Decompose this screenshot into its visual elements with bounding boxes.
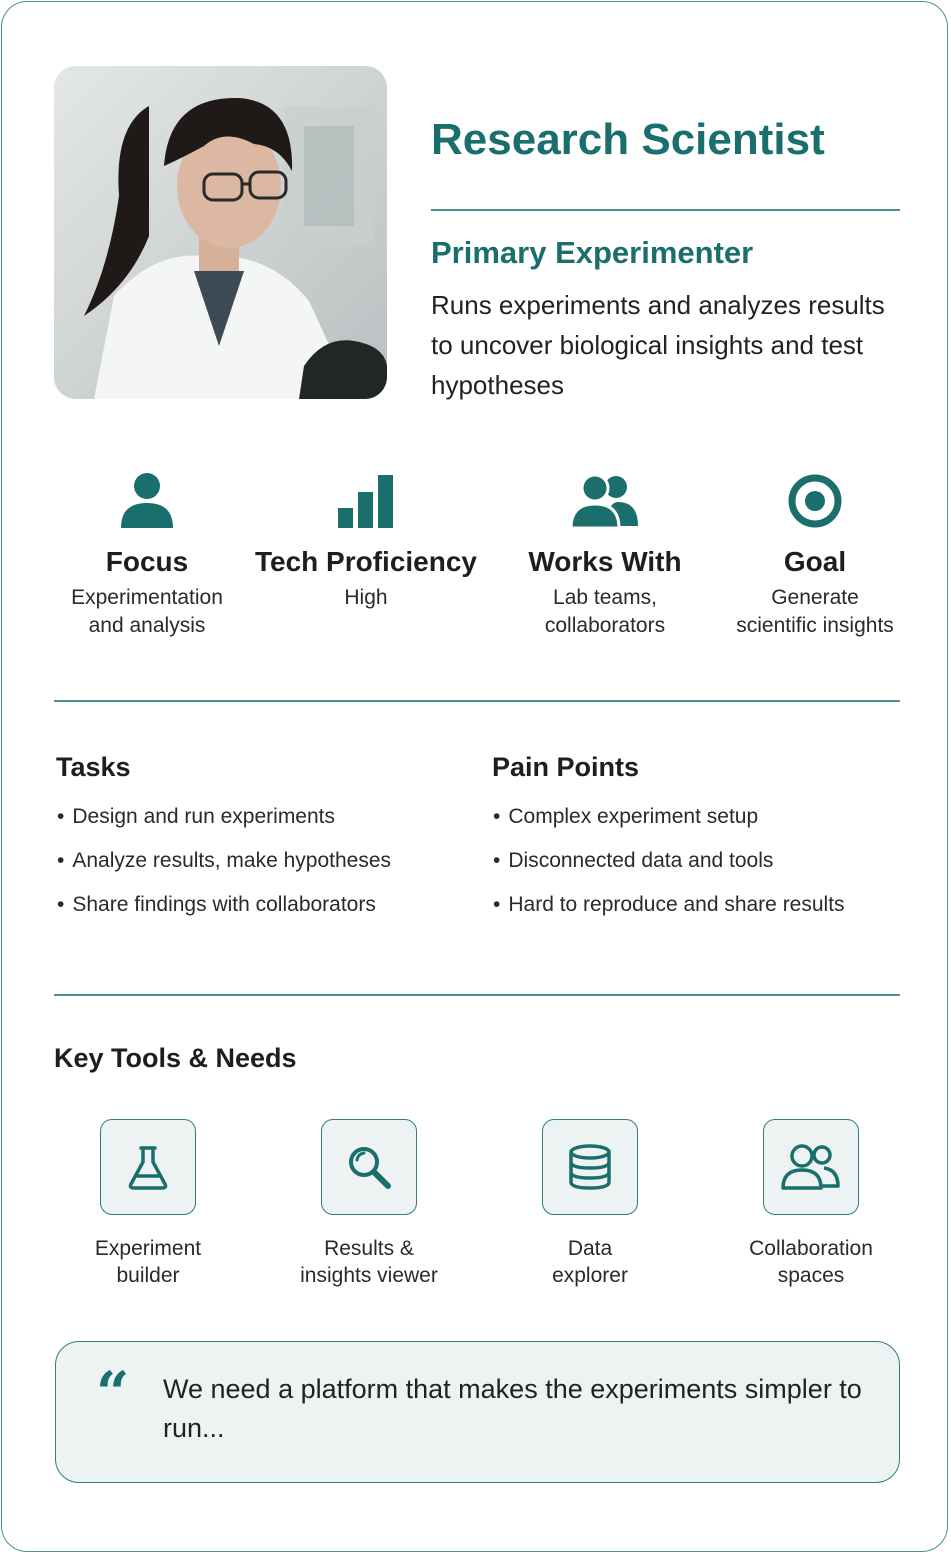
database-icon: [565, 1142, 615, 1192]
tool-icon-box: [321, 1119, 417, 1215]
tool-collaboration-spaces: [711, 1119, 911, 1289]
stat-value: Lab teams, collaborators: [544, 586, 666, 637]
persona-description: Runs experiments and analyzes results to uncover biological insights and test hypotheses: [431, 290, 885, 400]
tool-label: Collaboration spaces: [749, 1237, 873, 1287]
magnifier-icon: [344, 1142, 394, 1192]
list-item: • Design and run experiments: [57, 795, 391, 839]
list-item: • Analyze results, make hypotheses: [57, 839, 391, 883]
target-icon: [786, 472, 844, 530]
list-item: • Hard to reproduce and share results: [493, 883, 845, 927]
tasks-title: Tasks: [56, 752, 131, 782]
quote-box: [55, 1341, 900, 1483]
stat-works-with: [485, 472, 725, 640]
list-item: • Share findings with collaborators: [57, 883, 391, 927]
title-divider: [431, 209, 900, 211]
tool-icon-box: [542, 1119, 638, 1215]
list-item: • Complex experiment setup: [493, 795, 845, 839]
stat-goal: [695, 472, 935, 640]
stat-value: Experimentation and analysis: [71, 586, 223, 637]
pain-points-list: [493, 795, 845, 927]
stat-value: Generate scientific insights: [736, 586, 894, 637]
stats-divider: [54, 700, 900, 702]
stat-value: High: [344, 586, 388, 609]
stat-label: Tech Proficiency: [254, 546, 477, 577]
person-icon: [117, 472, 177, 530]
group-icon: [570, 472, 640, 530]
tool-data-explorer: [490, 1119, 690, 1289]
tool-results-viewer: [269, 1119, 469, 1289]
tool-label: Results & insights viewer: [300, 1237, 438, 1287]
list-item: • Disconnected data and tools: [493, 839, 845, 883]
tools-title: Key Tools & Needs: [54, 1043, 297, 1073]
bar-chart-icon: [336, 472, 396, 530]
persona-title: Research Scientist: [431, 115, 825, 164]
lists-divider: [54, 994, 900, 996]
pain-points-title: Pain Points: [492, 752, 640, 782]
stat-label: Goal: [783, 546, 847, 577]
tool-label: Experiment builder: [94, 1237, 202, 1287]
collaboration-icon: [780, 1142, 842, 1192]
quote-text: We need a platform that makes the experiments simpler to run...: [163, 1374, 862, 1443]
persona-card: [1, 1, 948, 1552]
tool-label: Data explorer: [552, 1237, 628, 1287]
persona-subtitle: Primary Experimenter: [431, 235, 754, 270]
persona-photo: [54, 66, 387, 399]
flask-icon: [123, 1142, 173, 1192]
tool-icon-box: [100, 1119, 196, 1215]
tasks-list: [57, 795, 391, 927]
quote-mark-icon: “: [96, 1359, 130, 1427]
tool-experiment-builder: [48, 1119, 248, 1289]
stat-tech-proficiency: [246, 472, 486, 612]
stat-label: Works With: [528, 546, 682, 577]
tool-icon-box: [763, 1119, 859, 1215]
stat-focus: [27, 472, 267, 640]
stat-label: Focus: [105, 546, 189, 577]
